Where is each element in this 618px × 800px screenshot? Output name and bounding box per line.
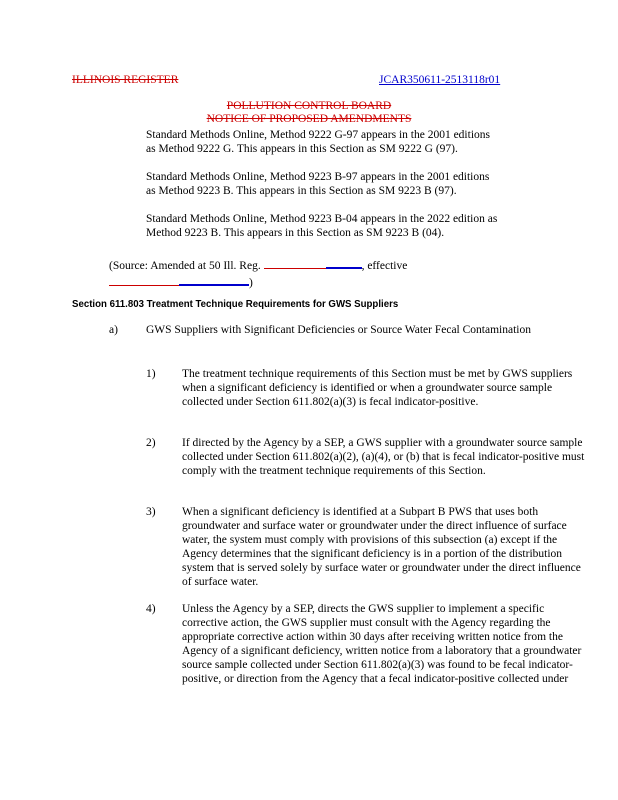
subsection-marker: a) [109, 324, 118, 336]
section-heading: Section 611.803 Treatment Technique Requirements for GWS Suppliers [72, 298, 399, 310]
item-text: If directed by the Agency by a SEP, a GWS supplier with a groundwater source sample collected under Section 611.802(a)(2), (a)(4), or (b) that is fecal indicator-positive must comply with the treatment technique requirements of this Section. [182, 437, 585, 477]
method-line: Standard Methods Online, Method 9223 B-97 appears in the 2001 editions [146, 171, 490, 183]
deleted-blank [264, 257, 326, 269]
method-paragraph [146, 128, 566, 156]
register-title: ILLINOIS REGISTER [72, 74, 179, 86]
item-text: The treatment technique requirements of this Section must be met by GWS suppliers when a significant deficiency is identified or when a groundwater source sample collected under Section 611.802(a)(3) is fecal indicator-positive. [182, 368, 573, 408]
item-text: When a significant deficiency is identified at a Subpart B PWS that uses both groundwater and surface water or groundwater under the direct influence of surface water, the system must comply with provisions of this subsection (a) except if the Agency determines that the significant deficiency is in a portion of the distribution system that is served solely by surface water or groundwater under the direct influence of surface water. [182, 506, 581, 588]
method-paragraph [146, 170, 566, 198]
inserted-blank [179, 273, 249, 286]
deleted-blank [109, 274, 179, 286]
item-marker: 4) [146, 603, 156, 615]
source-text: (Source: Amended at 50 Ill. Reg. [109, 260, 261, 272]
document-code: JCAR350611-2513118r01 [379, 74, 501, 86]
inserted-blank [326, 256, 362, 269]
source-note [109, 256, 539, 290]
item-text: Unless the Agency by a SEP, directs the GWS supplier to implement a specific corrective action, the GWS supplier must consult with the Agency regarding the appropriate corrective action within 30 days after receiving written notice from the Agency of a significant deficiency, written notice from a laboratory that a groundwater source sample collected under Section 611.802(a)(3) was found to be fecal indicator-positive, or direction from the Agency that a fecal indicator-positive collected under [182, 603, 582, 685]
item-marker: 3) [146, 506, 156, 518]
method-paragraph [146, 212, 566, 240]
method-line: as Method 9223 B. This appears in this Section as SM 9223 B (97). [146, 185, 457, 197]
item-marker: 2) [146, 437, 156, 449]
source-close: ) [249, 277, 253, 289]
item-marker: 1) [146, 368, 156, 380]
method-line: Standard Methods Online, Method 9222 G-97 appears in the 2001 editions [146, 129, 490, 141]
notice-title: NOTICE OF PROPOSED AMENDMENTS [206, 113, 412, 125]
method-line: Standard Methods Online, Method 9223 B-04 appears in the 2022 edition as [146, 213, 498, 225]
method-line: Method 9223 B. This appears in this Section as SM 9223 B (04). [146, 227, 445, 239]
agency-title: POLLUTION CONTROL BOARD [226, 100, 392, 112]
subsection-text: GWS Suppliers with Significant Deficiencies or Source Water Fecal Contamination [146, 324, 531, 336]
method-line: as Method 9222 G. This appears in this Section as SM 9222 G (97). [146, 143, 458, 155]
source-effective: , effective [361, 260, 408, 272]
